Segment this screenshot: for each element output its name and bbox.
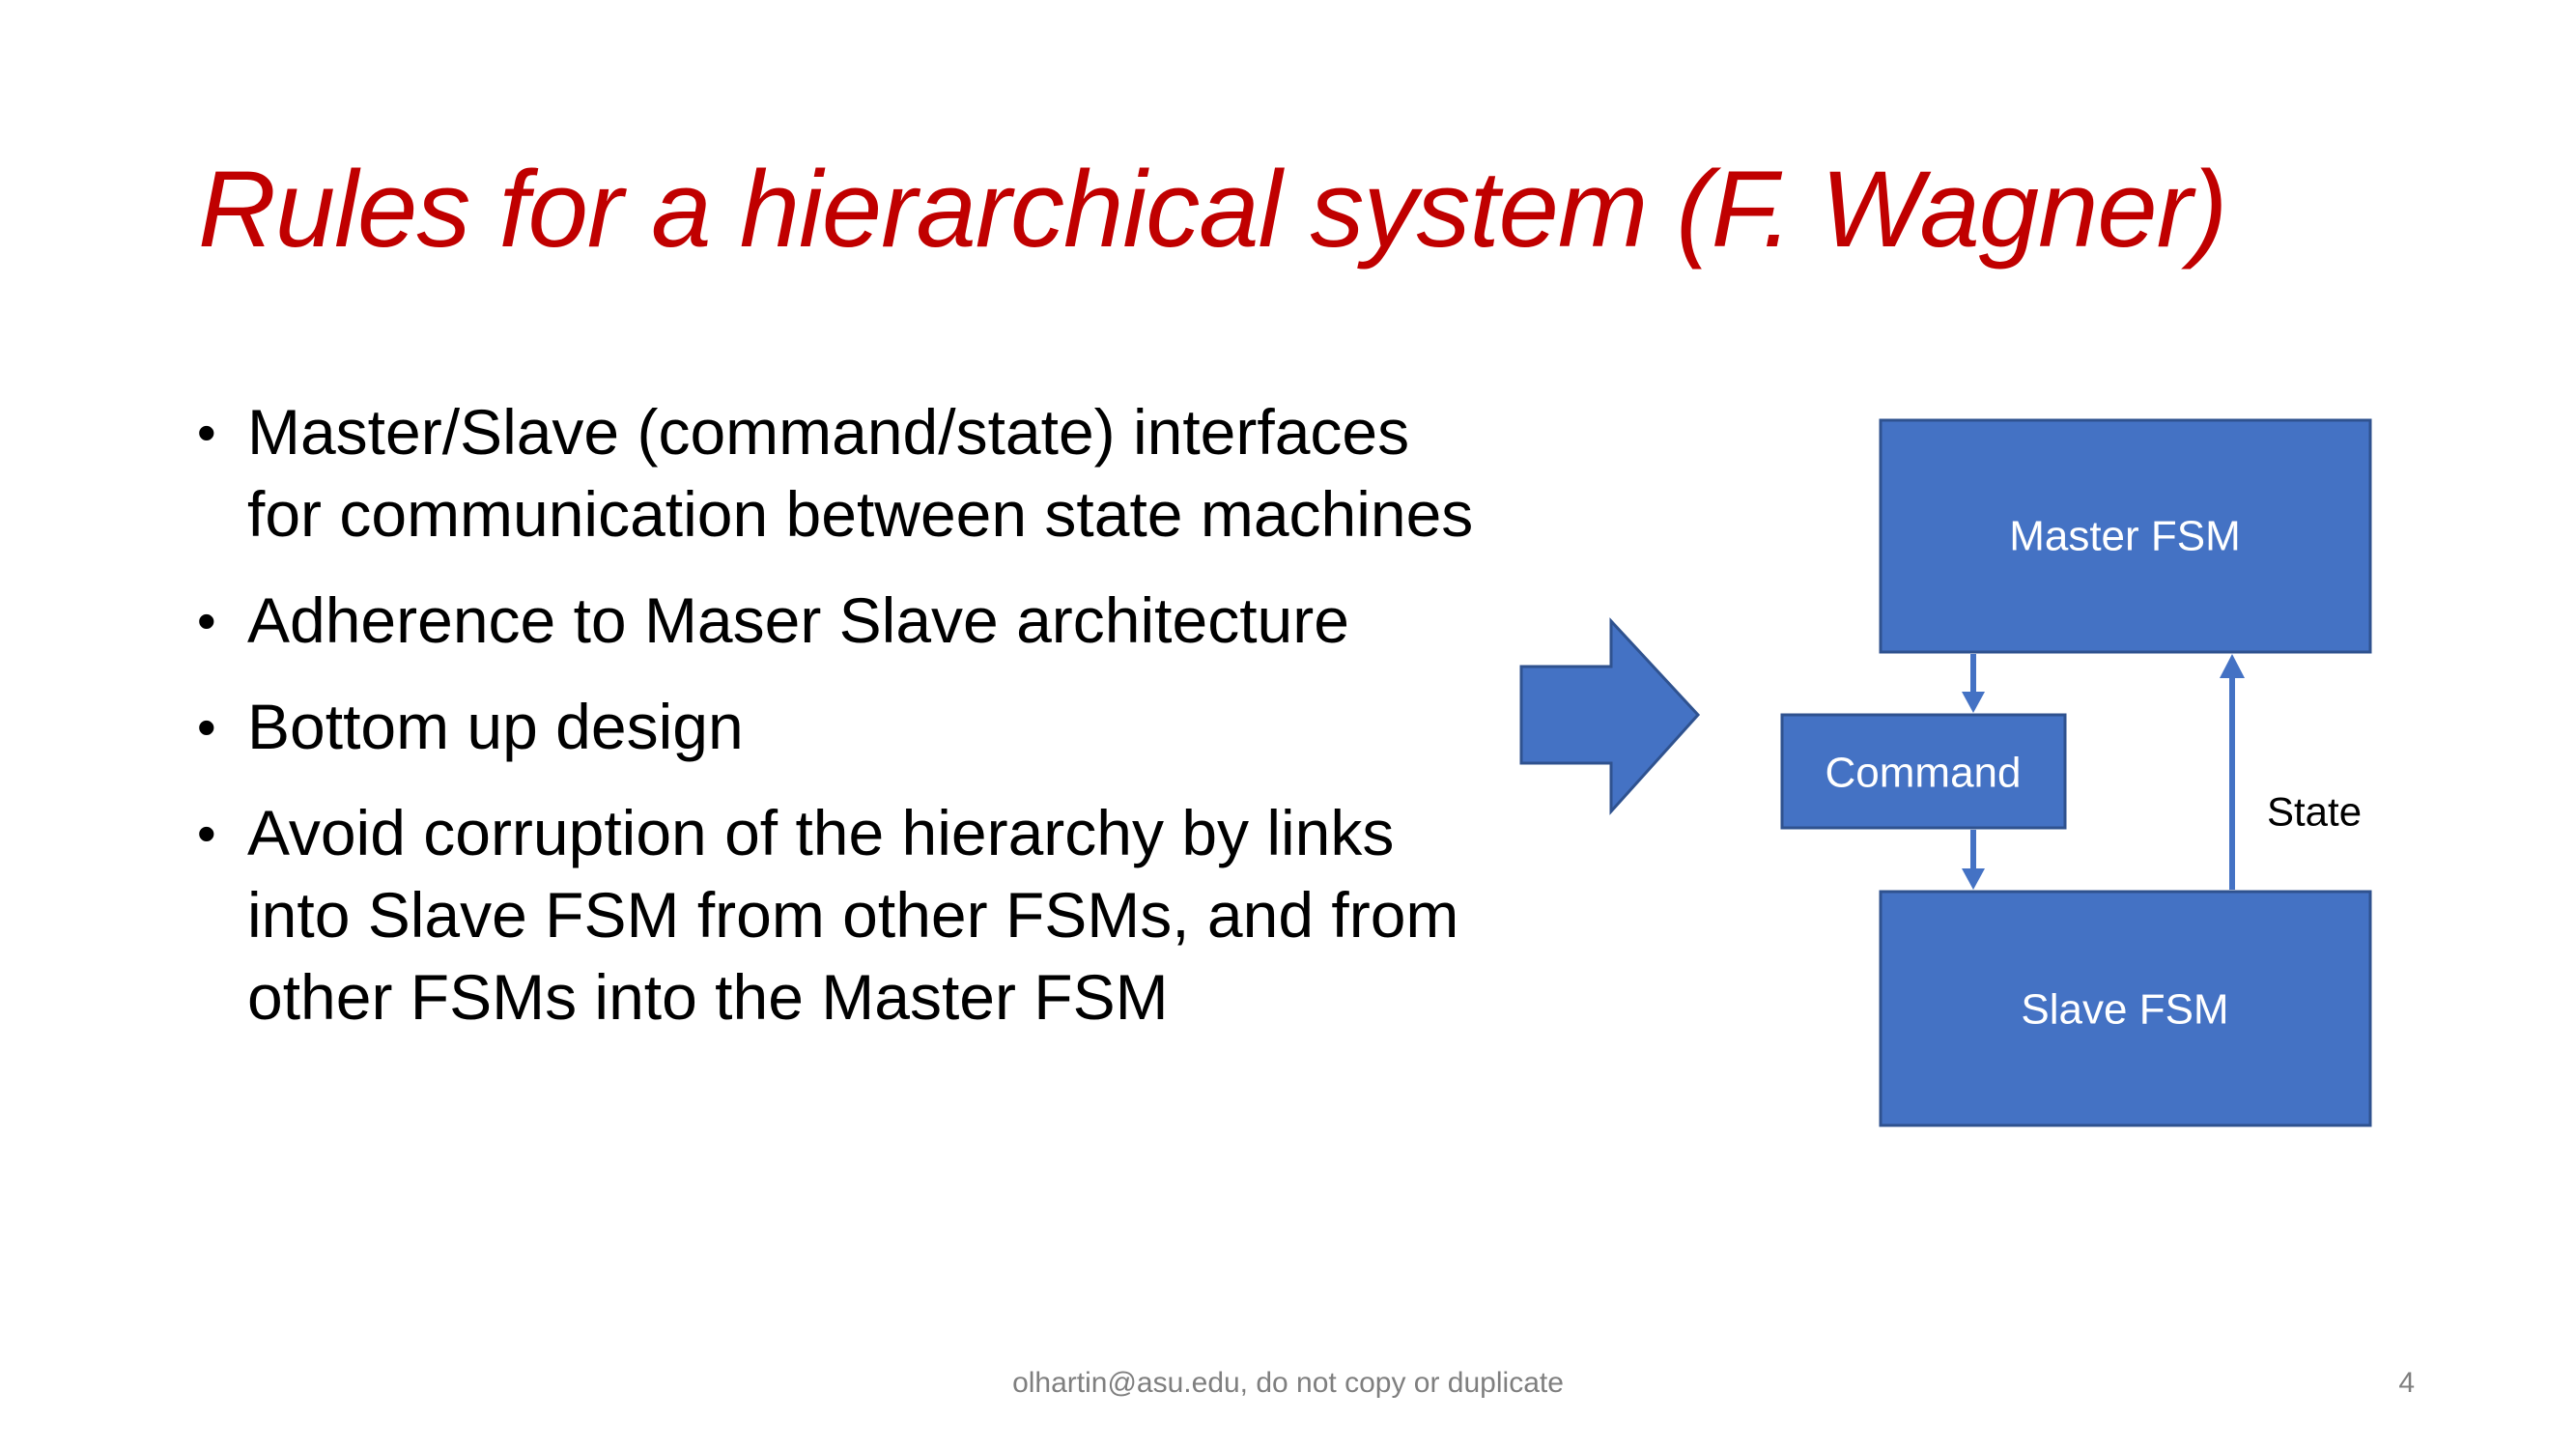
bullet-dot-icon: • xyxy=(197,402,216,463)
master-to-command-arrow xyxy=(1962,654,1985,713)
bullet-dot-icon: • xyxy=(197,696,216,757)
bullet-dot-icon: • xyxy=(197,590,216,651)
bullet-text: Bottom up design xyxy=(247,691,744,762)
command-box xyxy=(1782,715,2065,828)
slave-fsm-box xyxy=(1881,892,2370,1125)
bullet-text: Master/Slave (command/state) interfaces for communication between state machines xyxy=(247,396,1474,550)
bullet-dot-icon: • xyxy=(197,803,216,864)
master-fsm-label: Master FSM xyxy=(2009,512,2241,560)
slide-title: Rules for a hierarchical system (F. Wagner) xyxy=(198,149,2227,270)
command-label: Command xyxy=(1825,749,2022,797)
right-block-arrow-icon xyxy=(1521,621,1698,811)
bullet-text: Avoid corruption of the hierarchy by links into Slave FSM from other FSMs, and from other FSMs into the Master FSM xyxy=(247,797,1459,1033)
page-number: 4 xyxy=(2398,1367,2415,1399)
bullet-text: Adherence to Maser Slave architecture xyxy=(247,584,1349,656)
state-label: State xyxy=(2267,788,2363,835)
slave-to-master-state-arrow xyxy=(2220,654,2245,890)
footer-text: olhartin@asu.edu, do not copy or duplicate xyxy=(1012,1367,1564,1399)
slave-fsm-label: Slave FSM xyxy=(2021,985,2229,1034)
command-to-slave-arrow xyxy=(1962,830,1985,890)
master-fsm-box xyxy=(1881,420,2370,652)
